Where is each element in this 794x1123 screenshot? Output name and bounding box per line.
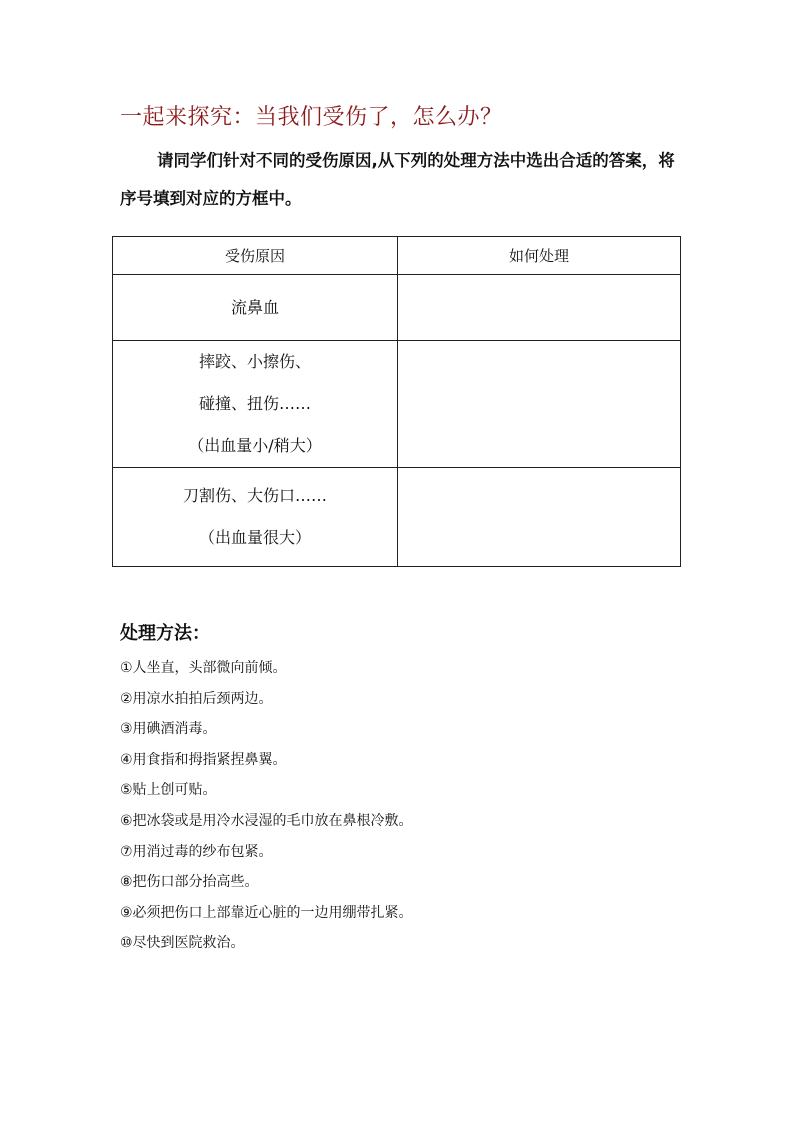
header-cause: 受伤原因 [113, 237, 398, 275]
list-item: ⑨必须把伤口上部靠近心脏的一边用绷带扎紧。 [120, 904, 413, 921]
table-row [113, 275, 681, 341]
cause-line: 摔跤、小擦伤、 [198, 352, 311, 371]
header-handling: 如何处理 [398, 237, 681, 275]
list-item: ②用凉水拍拍后颈两边。 [120, 690, 273, 707]
page-title: 一起来探究：当我们受伤了，怎么办？ [120, 105, 503, 130]
handling-answer-box[interactable] [398, 341, 681, 468]
handling-answer-box[interactable] [398, 275, 681, 341]
cause-cell [113, 275, 398, 341]
methods-heading: 处理方法： [120, 623, 210, 644]
list-item: ⑧把伤口部分抬高些。 [120, 874, 259, 891]
table-row [113, 468, 681, 567]
table-header-row [113, 237, 681, 275]
list-item: ③用碘酒消毒。 [120, 721, 217, 738]
cause-cell [113, 341, 398, 468]
cause-line: 流鼻血 [230, 297, 279, 317]
instructions: 请同学们针对不同的受伤原因,从下列的处理方法中选出合适的答案，将序号填到对应的方框中。 [120, 151, 675, 208]
list-item: ⑩尽快到医院救治。 [120, 935, 245, 952]
cause-line: 碰撞、扭伤…… [198, 394, 311, 413]
list-item: ⑤贴上创可贴。 [120, 782, 217, 799]
cause-cell [113, 468, 398, 567]
list-item: ⑦用消过毒的纱布包紧。 [120, 843, 273, 860]
injury-table [112, 236, 681, 567]
list-item: ⑥把冰袋或是用冷水浸湿的毛巾放在鼻根冷敷。 [120, 812, 413, 829]
cause-line: （出血量小/稍大） [188, 436, 322, 455]
list-item: ④用食指和拇指紧捏鼻翼。 [120, 751, 287, 768]
table-row [113, 341, 681, 468]
cause-line: 刀割伤、大伤口…… [182, 486, 327, 505]
list-item: ①人坐直，头部微向前倾。 [120, 660, 287, 676]
handling-answer-box[interactable] [398, 468, 681, 567]
methods-list [120, 653, 413, 959]
cause-line: （出血量很大） [198, 528, 311, 547]
